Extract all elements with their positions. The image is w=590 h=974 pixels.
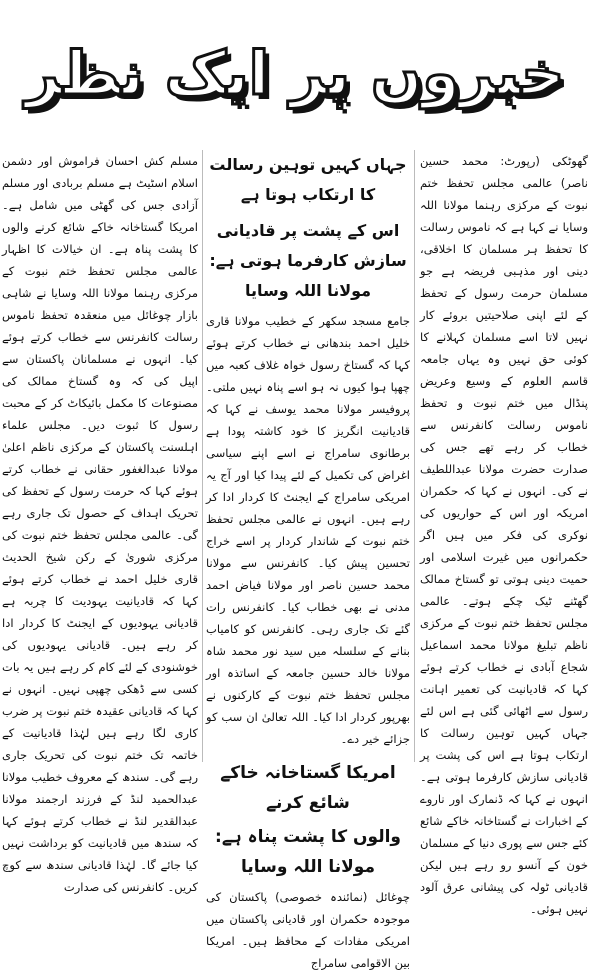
masthead-title: خبروں پر ایک نظر <box>25 39 565 109</box>
masthead <box>0 0 590 150</box>
story1-body-middle: جامع مسجد سکھر کے خطیب مولانا قاری خلیل احمد بندھانی نے خطاب کرتے ہوئے کہا کہ گستاخ رسول خواہ غلاف کعبہ میں چھپا ہوا کیوں نہ ہو اسے پناہ نہیں ملتی۔ پروفیسر مولانا محمد یوسف نے کہا کہ قادیانیت انگریز کا خود کاشتہ پودا ہے برطانوی سامراج نے اسے اپنے سیاسی اغراض کی تکمیل کے لئے پیدا کیا اور آج یہ امریکی سامراج کے ایجنٹ کا کردار ادا کر رہے ہیں۔ انہوں نے عالمی مجلس تحفظ ختم نبوت کے شاندار کردار پر اسے خراج تحسین پیش کیا۔ کانفرنس سے مولانا محمد حسین ناصر اور مولانا فیاض احمد مدنی نے بھی خطاب کیا۔ کانفرنس رات گئے تک جاری رہی۔ کانفرنس کو کامیاب بنانے کے سلسلہ میں سید نور محمد شاہ مولانا خالد حسین جامعہ کے اساتذہ اور مجلس تحفظ ختم نبوت کے کارکنوں نے بھرپور کردار ادا کیا۔ اللہ تعالیٰ ان سب کو جزائے خیر دے۔ <box>206 314 410 746</box>
story2-body-middle: چوغائل (نمائندہ خصوصی) پاکستان کی موجودہ حکمران اور قادیانی پاکستان میں امریکی مفادات کے محافظ ہیں۔ امریکا بین الاقوامی سامراج <box>206 890 410 970</box>
column-left <box>2 150 198 894</box>
column-middle <box>206 150 410 970</box>
story1-headline-1: جہاں کہیں توہین رسالت کا ارتکاب ہوتا ہے <box>209 155 407 204</box>
story1-body-right: گھوٹکی (رپورٹ: محمد حسین ناصر) عالمی مجلس تحفظ ختم نبوت کے مرکزی رہنما مولانا اللہ وسایا نے کہا ہے کہ ناموس رسالت کا تحفظ ہر مسلمان کا اخلاقی، دینی اور مذہبی فریضہ ہے جو مسلمان حرمت رسول کے تحفظ کے لئے اپنی صلاحیتیں بروئے کار نہیں لاتا اسے مسلمان کہلانے کا کوئی حق نہیں وہ یہاں جامعہ قاسم العلوم کے وسیع وعریض پنڈال میں ختم نبوت و تحفظ ناموس رسالت کانفرنس سے خطاب کر رہے تھے جس کی صدارت حضرت مولانا عبداللطیف نے کی۔ انہوں نے کہا کہ حکمران امریکہ اور اس کے حواریوں کی نوکری کی فکر میں ہیں اگر حکمرانوں میں غیرت اسلامی اور حمیت دینی ہوتی تو گستاخ ممالک گھٹنے ٹیک چکے ہوتے۔ عالمی مجلس تحفظ ختم نبوت کے مرکزی ناظم تبلیغ مولانا محمد اسماعیل شجاع آبادی نے خطاب کرتے ہوئے کہا کہ قادیانیت کی تعمیر اہانت رسول سے اٹھائی گئی ہے اس لئے جہاں کہیں توہین رسالت کا ارتکاب ہوتا ہے اس کی پشت پر قادیانی سازش کارفرما ہوتی ہے۔ انہوں نے کہا کہ ڈنمارک اور ناروے کے اخبارات نے گستاخانہ خاکے شائع کئے جس سے پوری دنیا کے مسلمان خون کے آنسو رو رہے ہیں لیکن قادیانی ٹولہ کی پیشانی عرق آلود نہیں ہوئی۔ <box>420 154 588 916</box>
story2-headline-2: والوں کا پشت پناہ ہے: مولانا اللہ وسایا <box>215 827 401 877</box>
story2-headline-1: امریکا گستاخانہ خاکے شائع کرنے <box>220 763 396 813</box>
column-divider-left <box>202 150 203 762</box>
column-right <box>420 150 588 916</box>
column-divider-right <box>414 150 415 762</box>
story2-body-left: مسلم کش احسان فراموش اور دشمن اسلام اسٹیٹ ہے مسلم بربادی اور مسلم آزادی جس کی گھٹی میں شامل ہے۔ امریکا گستاخانہ خاکے شائع کرنے والوں کا پشت پناہ ہے۔ ان خیالات کا اظہار عالمی مجلس تحفظ ختم نبوت کے مرکزی رہنما مولانا اللہ وسایا نے شاہی بازار چوغائل میں منعقدہ تحفظ ناموس رسالت کانفرنس سے خطاب کرتے ہوئے کیا۔ انہوں نے مسلمانان پاکستان سے اپیل کی کہ وہ گستاخ ممالک کی مصنوعات کا مکمل بائیکاٹ کر کے محبت رسول کا ثبوت دیں۔ مجلس علماء اہلسنت پاکستان کے مرکزی ناظم اعلیٰ مولانا عبدالغفور حقانی نے خطاب کرتے ہوئے کہا کہ حرمت رسول کے تحفظ کی تحریک اہداف کے حصول تک جاری رہے گی۔ عالمی مجلس تحفظ ختم نبوت کی مرکزی شوریٰ کے رکن شیخ الحدیث قاری خلیل احمد نے خطاب کرتے ہوئے کہا کہ قادیانیت یہودیت کا چربہ ہے قادیانی یہودیوں کے ایجنٹ کا کردار ادا کر رہے ہیں۔ قادیانی یہودیوں کی خوشنودی کے لئے کام کر رہے ہیں یہ بات کسی سے ڈھکی چھپی نہیں۔ انہوں نے کہا کہ قادیانی عقیدہ ختم نبوت پر ضرب کاری لگا رہے ہیں لہٰذا قادیانیت کے خاتمہ تک ختم نبوت کی تحریک جاری رہے گی۔ سندھ کے معروف خطیب مولانا عبدالحمید لنڈ کے فرزند ارجمند مولانا عبدالقدیر لنڈ نے خطاب کرتے ہوئے کہا کہ سندھ میں قادیانیت کو برداشت نہیں کیا جائے گا۔ لہٰذا قادیانی سندھ سے کوچ کریں۔ کانفرنس کی صدارت <box>2 154 198 894</box>
story1-headline-2: اس کے پشت پر قادیانی سازش کارفرما ہوتی ہے: مولانا اللہ وسایا <box>209 221 407 300</box>
